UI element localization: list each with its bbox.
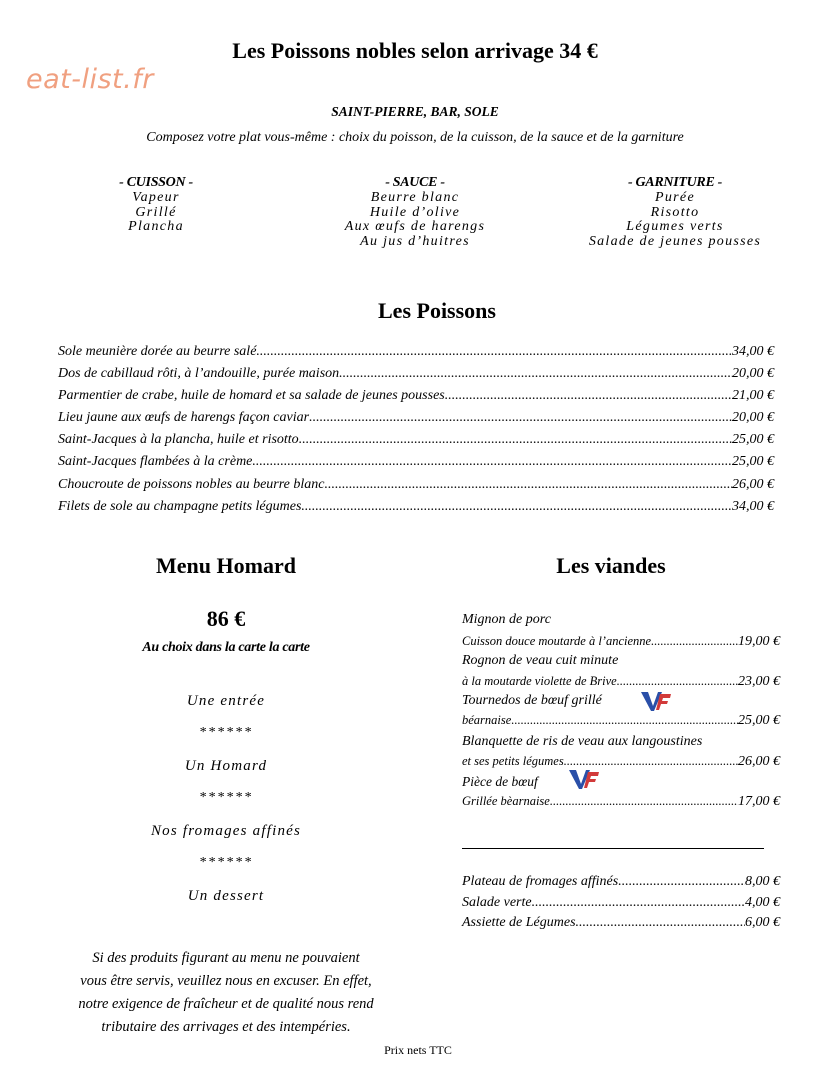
leader-dots xyxy=(511,713,738,728)
viande-row xyxy=(462,754,780,770)
leader-dots xyxy=(617,674,738,689)
viande-price: 25,00 € xyxy=(738,713,780,728)
menu-item-price: 34,00 € xyxy=(732,499,774,514)
viande-name: Pièce de bœuf xyxy=(462,774,538,789)
sauce-heading: - SAUCE - xyxy=(385,175,445,190)
viande-name: Tournedos de bœuf grillé xyxy=(462,693,602,708)
viande-detail: Grillée bèarnaise xyxy=(462,794,550,808)
homard-title: Menu Homard xyxy=(156,553,296,578)
leader-dots xyxy=(618,874,745,890)
menu-item-name: Parmentier de crabe, huile de homard et sa salade de jeunes pousses xyxy=(58,388,445,403)
homard-course: Une entrée xyxy=(186,693,266,709)
sauce-column xyxy=(310,175,520,249)
extra-name: Salade verte xyxy=(462,895,532,910)
garniture-option: Salade de jeunes pousses xyxy=(588,233,762,249)
menu-item-name: Sole meunière dorée au beurre salé xyxy=(58,344,257,359)
extra-name: Assiette de Légumes xyxy=(462,915,576,930)
leader-dots xyxy=(550,794,738,809)
homard-subtitle: Au choix dans la carte la carte xyxy=(142,640,310,655)
menu-item xyxy=(58,410,774,430)
separator-stars: ****** xyxy=(199,725,253,740)
viande-row xyxy=(462,713,780,729)
notice-line: tributaire des arrivages et des intempéries. xyxy=(101,1019,351,1035)
viande-detail: à la moutarde violette de Brive xyxy=(462,674,617,688)
homard-course: Un Homard xyxy=(184,758,268,774)
cuisson-option: Grillé xyxy=(135,204,177,220)
menu-item xyxy=(58,366,774,386)
menu-item-price: 25,00 € xyxy=(732,454,774,469)
leader-dots xyxy=(325,477,733,493)
poissons-title: Les Poissons xyxy=(378,298,496,323)
extra-row xyxy=(462,895,780,911)
leader-dots xyxy=(532,895,745,911)
extra-price: 8,00 € xyxy=(745,874,780,889)
separator-stars: ****** xyxy=(199,855,253,870)
viande-price: 19,00 € xyxy=(738,634,780,649)
cuisson-column xyxy=(66,175,246,235)
notice-line: notre exigence de fraîcheur et de qualité nous rend xyxy=(78,996,374,1012)
leader-dots xyxy=(651,634,738,649)
garniture-option: Purée xyxy=(655,190,695,205)
viande-price: 23,00 € xyxy=(738,674,780,689)
leader-dots xyxy=(309,410,732,426)
notice xyxy=(36,947,416,1039)
leader-dots xyxy=(301,499,732,515)
viande-row xyxy=(462,634,780,650)
menu-item xyxy=(58,477,774,497)
leader-dots xyxy=(564,754,738,769)
sauce-option: Aux œufs de harengs xyxy=(344,219,486,234)
cuisson-option: Plancha xyxy=(128,219,184,234)
garniture-column xyxy=(565,175,785,249)
extra-name: Plateau de fromages affinés xyxy=(462,874,619,889)
leader-dots xyxy=(339,366,732,382)
viande-france-logo xyxy=(568,768,600,790)
menu-item-name: Lieu jaune aux œufs de harengs façon caviar xyxy=(58,410,310,425)
viande-price: 17,00 € xyxy=(738,794,780,809)
menu-item xyxy=(58,499,774,519)
menu-item-price: 34,00 € xyxy=(732,344,774,359)
menu-item-price: 20,00 € xyxy=(732,366,774,381)
sauce-option: Au jus d’huitres xyxy=(360,233,470,249)
menu-item-name: Saint-Jacques à la plancha, huile et risotto xyxy=(58,432,299,447)
leader-dots xyxy=(252,454,732,470)
menu-item xyxy=(58,454,774,474)
extra-row xyxy=(462,915,780,931)
menu-item-price: 26,00 € xyxy=(732,477,774,492)
intro-text: Composez votre plat vous-même : choix du poisson, de la cuisson, de la sauce et de la garniture xyxy=(146,130,684,145)
menu-item-name: Filets de sole au champagne petits légumes xyxy=(58,499,302,514)
fish-list: SAINT-PIERRE, BAR, SOLE xyxy=(331,104,499,119)
homard-course: Un dessert xyxy=(187,888,265,904)
garniture-option: Légumes verts xyxy=(626,219,724,234)
homard-course: Nos fromages affinés xyxy=(150,823,302,839)
viande-name: Rognon de veau cuit minute xyxy=(462,653,619,668)
menu-item xyxy=(58,432,774,452)
viande-name: Mignon de porc xyxy=(462,612,551,627)
separator-stars: ****** xyxy=(199,790,253,805)
menu-item xyxy=(58,344,774,364)
menu-item-name: Saint-Jacques flambées à la crème xyxy=(58,454,253,469)
notice-line: Si des produits figurant au menu ne pouvaient xyxy=(92,950,360,966)
cuisson-option: Vapeur xyxy=(132,190,180,205)
leader-dots xyxy=(299,432,732,448)
viande-france-logo xyxy=(640,690,672,712)
menu-item-name: Choucroute de poissons nobles au beurre blanc xyxy=(58,477,325,492)
menu-item-name: Dos de cabillaud rôti, à l’andouille, purée maison xyxy=(58,366,340,381)
menu-item-price: 25,00 € xyxy=(732,432,774,447)
menu-item xyxy=(58,388,774,408)
sauce-option: Huile d’olive xyxy=(369,204,461,220)
viande-row xyxy=(462,674,780,690)
extra-price: 4,00 € xyxy=(745,895,780,910)
garniture-heading: - GARNITURE - xyxy=(627,175,723,190)
homard-price: 86 € xyxy=(206,606,246,631)
page-title: Les Poissons nobles selon arrivage 34 € xyxy=(232,38,598,63)
leader-dots xyxy=(445,388,732,404)
viande-row xyxy=(462,794,780,810)
cuisson-heading: - CUISSON - xyxy=(119,175,193,190)
divider xyxy=(462,848,764,849)
extra-row xyxy=(462,874,780,890)
viande-price: 26,00 € xyxy=(738,754,780,769)
viande-detail: béarnaise xyxy=(462,713,512,727)
menu-item-price: 21,00 € xyxy=(732,388,774,403)
viandes-title: Les viandes xyxy=(556,553,666,578)
leader-dots xyxy=(256,344,732,360)
viande-detail: Cuisson douce moutarde à l’ancienne xyxy=(462,634,652,648)
extra-price: 6,00 € xyxy=(745,915,780,930)
menu-item-price: 20,00 € xyxy=(732,410,774,425)
sauce-option: Beurre blanc xyxy=(370,190,460,205)
viande-detail: et ses petits légumes xyxy=(462,754,564,768)
garniture-option: Risotto xyxy=(650,204,700,220)
footer-note: Prix nets TTC xyxy=(384,1043,452,1057)
viande-name: Blanquette de ris de veau aux langoustines xyxy=(462,734,703,749)
watermark: eat-list.fr xyxy=(26,64,154,95)
leader-dots xyxy=(576,915,745,931)
notice-line: vous être servis, veuillez nous en excuser. En effet, xyxy=(80,973,372,989)
